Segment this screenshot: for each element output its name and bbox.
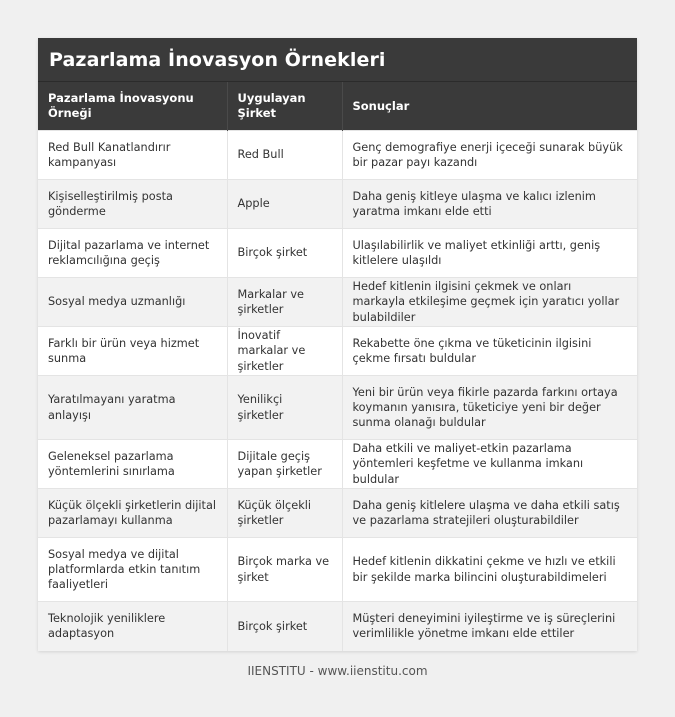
- table-card: [38, 38, 637, 651]
- cell-example: Farklı bir ürün veya hizmet sunma: [38, 327, 227, 376]
- table-row: [38, 440, 637, 489]
- cell-example: Red Bull Kanatlandırır kampanyası: [38, 131, 227, 180]
- column-header-example: Pazarlama İnovasyonu Örneği: [38, 82, 227, 131]
- cell-company: Yenilikçi şirketler: [227, 376, 342, 440]
- cell-result: Ulaşılabilirlik ve maliyet etkinliği arttı, geniş kitlelere ulaşıldı: [342, 229, 637, 278]
- cell-company: İnovatif markalar ve şirketler: [227, 327, 342, 376]
- cell-company: Küçük ölçekli şirketler: [227, 489, 342, 538]
- cell-result: Daha geniş kitleye ulaşma ve kalıcı izlenim yaratma imkanı elde etti: [342, 180, 637, 229]
- cell-company: Dijitale geçiş yapan şirketler: [227, 440, 342, 489]
- cell-result: Hedef kitlenin dikkatini çekme ve hızlı ve etkili bir şekilde marka bilincini oluşturabildimeleri: [342, 538, 637, 602]
- cell-example: Geleneksel pazarlama yöntemlerini sınırlama: [38, 440, 227, 489]
- cell-example: Küçük ölçekli şirketlerin dijital pazarlamayı kullanma: [38, 489, 227, 538]
- table-row: [38, 602, 637, 651]
- cell-example: Sosyal medya ve dijital platformlarda etkin tanıtım faaliyetleri: [38, 538, 227, 602]
- table-row: [38, 489, 637, 538]
- table-row: [38, 229, 637, 278]
- footer-credit: IIENSTITU - www.iienstitu.com: [247, 664, 428, 678]
- header-row: [38, 82, 637, 131]
- table-row: [38, 376, 637, 440]
- cell-example: Sosyal medya uzmanlığı: [38, 278, 227, 327]
- column-header-company: Uygulayan Şirket: [227, 82, 342, 131]
- cell-company: Red Bull: [227, 131, 342, 180]
- page-title: Pazarlama İnovasyon Örnekleri: [49, 48, 386, 71]
- column-header-results: Sonuçlar: [342, 82, 637, 131]
- cell-result: Müşteri deneyimini iyileştirme ve iş süreçlerini verimlilikle yönetme imkanı elde ettiler: [342, 602, 637, 651]
- cell-company: Apple: [227, 180, 342, 229]
- cell-example: Yaratılmayanı yaratma anlayışı: [38, 376, 227, 440]
- cell-example: Dijital pazarlama ve internet reklamcılığına geçiş: [38, 229, 227, 278]
- cell-result: Daha geniş kitlelere ulaşma ve daha etkili satış ve pazarlama stratejileri oluşturabildiler: [342, 489, 637, 538]
- table-row: [38, 131, 637, 180]
- table-row: [38, 538, 637, 602]
- cell-company: Markalar ve şirketler: [227, 278, 342, 327]
- table-row: [38, 278, 637, 327]
- cell-company: Birçok şirket: [227, 229, 342, 278]
- table-row: [38, 327, 637, 376]
- cell-example: Kişiselleştirilmiş posta gönderme: [38, 180, 227, 229]
- cell-result: Genç demografiye enerji içeceği sunarak büyük bir pazar payı kazandı: [342, 131, 637, 180]
- cell-result: Yeni bir ürün veya fikirle pazarda farkını ortaya koymanın yanısıra, tüketiciye yeni bir değer sunma olanağı buldular: [342, 376, 637, 440]
- cell-result: Hedef kitlenin ilgisini çekmek ve onları markayla etkileşime geçmek için yaratıcı yollar bulabildiler: [342, 278, 637, 327]
- table-row: [38, 180, 637, 229]
- title-bar: [38, 38, 637, 82]
- cell-company: Birçok şirket: [227, 602, 342, 651]
- cell-example: Teknolojik yeniliklere adaptasyon: [38, 602, 227, 651]
- cell-company: Birçok marka ve şirket: [227, 538, 342, 602]
- cell-result: Daha etkili ve maliyet-etkin pazarlama yöntemleri keşfetme ve kullanma imkanı buldular: [342, 440, 637, 489]
- innovation-table: [38, 82, 637, 651]
- cell-result: Rekabette öne çıkma ve tüketicinin ilgisini çekme fırsatı buldular: [342, 327, 637, 376]
